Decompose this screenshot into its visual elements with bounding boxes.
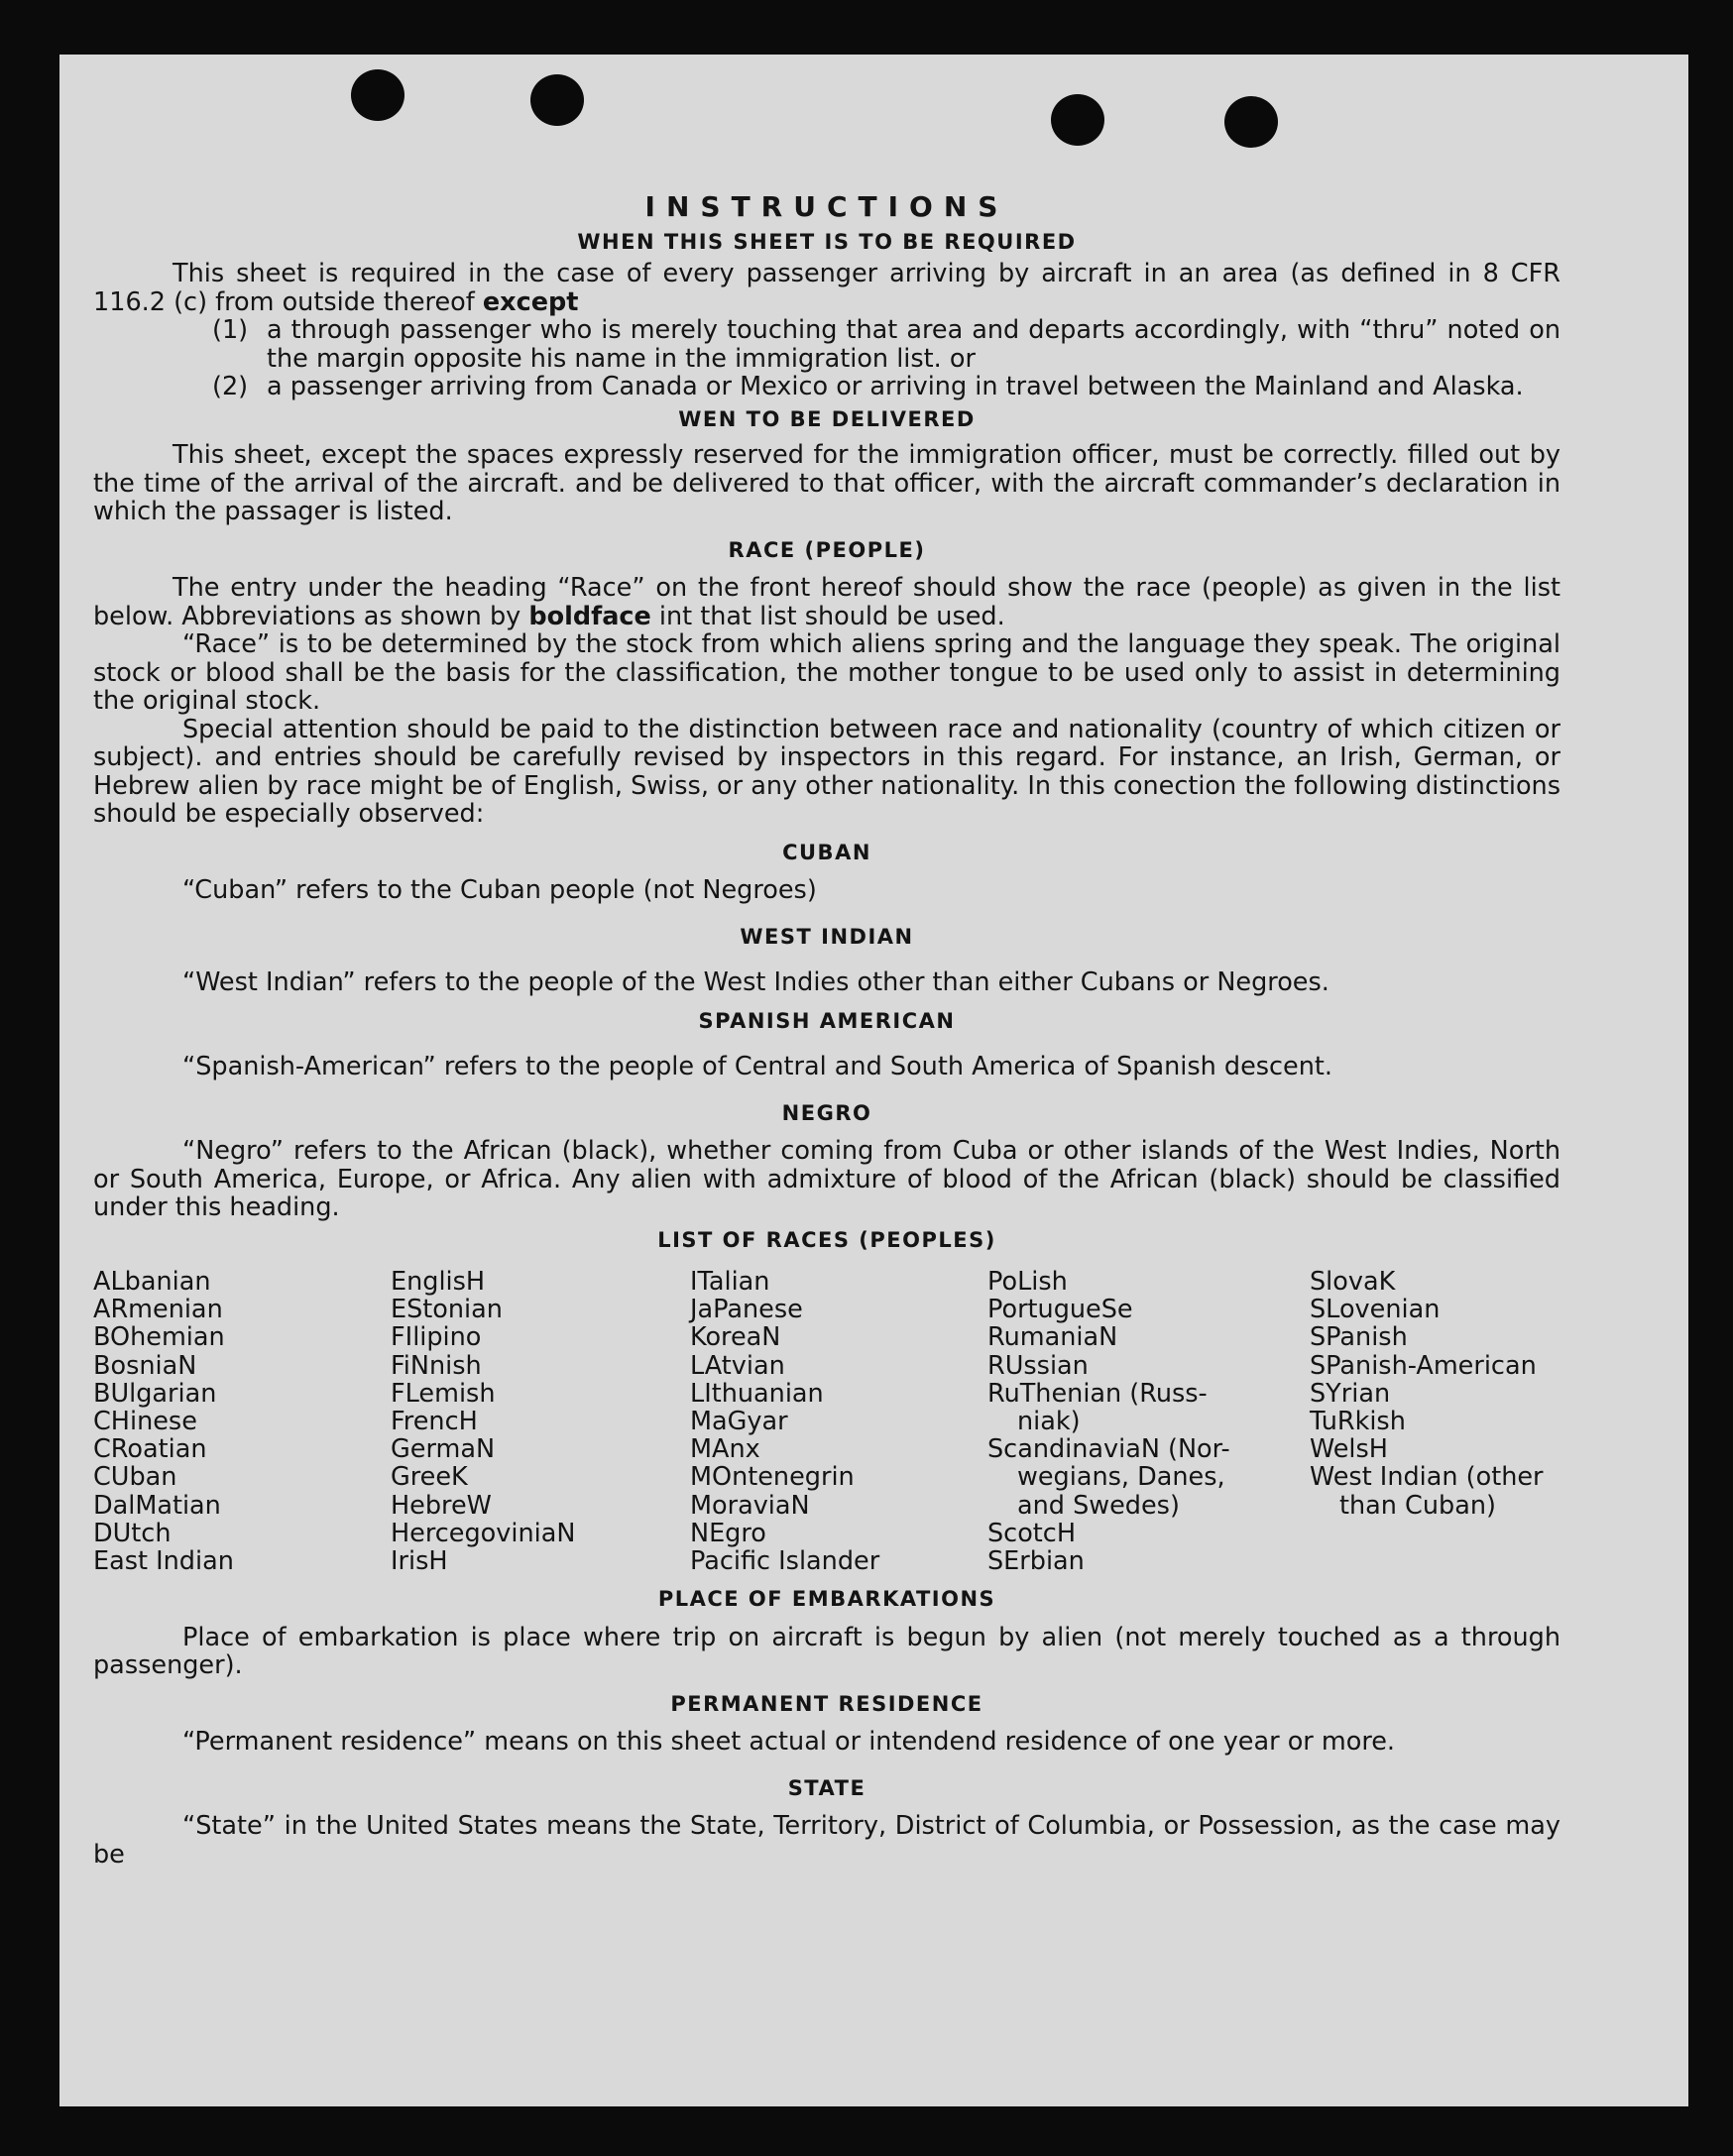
race-name: Pacific Islander	[690, 1546, 880, 1577]
race-name: PortugueSe	[987, 1295, 1133, 1325]
race-name: ARmenian	[93, 1295, 223, 1325]
punch-hole	[1051, 94, 1104, 146]
race-paragraph-3: Special attention should be paid to the distinction between race and nationality (country of which citizen or subject). and entries should be carefully revised by inspectors in this regard. For instance, an Irish, German, or Hebrew alien by race might be of English, Swiss, or any other nationality. In this conection the following distinctions should be especially observed:	[93, 714, 1560, 829]
race-name: MOntenegrin	[690, 1462, 855, 1493]
race-name-continued: than Cuban)	[1339, 1490, 1496, 1521]
exception-item	[93, 373, 1560, 401]
race-name-continued: and Swedes)	[1017, 1490, 1180, 1521]
race-name: GreeK	[391, 1462, 468, 1493]
races-column	[1310, 1268, 1567, 1575]
section-heading-spanish-american: SPANISH AMERICAN	[698, 1008, 956, 1033]
races-column	[987, 1268, 1310, 1575]
race-name: SlovaK	[1310, 1267, 1396, 1297]
exception-item	[93, 316, 1560, 373]
race-name: CRoatian	[93, 1434, 207, 1465]
race-name: East Indian	[93, 1546, 234, 1577]
race-name-continued: niak)	[1017, 1407, 1081, 1437]
instructions-body	[93, 190, 1560, 1870]
exception-text: a passenger arriving from Canada or Mexico or arriving in travel between the Mainland and Alaska.	[267, 372, 1524, 401]
when-required-intro-text: This sheet is required in the case of every passenger arriving by aircraft in an area (as defined in 8 CFR 116.2 (c) from outside thereof	[93, 259, 1560, 317]
state-text: “State” in the United States means the State, Territory, District of Columbia, or Possession, as the case may be	[93, 1811, 1560, 1870]
residence-text: “Permanent residence” means on this sheet actual or intendend residence of one year or more.	[182, 1727, 1396, 1758]
race-name: SErbian	[987, 1546, 1085, 1577]
page-title: INSTRUCTIONS	[644, 190, 1009, 223]
races-column	[93, 1268, 391, 1575]
race-paragraph-1	[93, 574, 1560, 630]
race-name: West Indian (other	[1310, 1462, 1544, 1493]
race-name: LAtvian	[690, 1350, 785, 1381]
races-list	[93, 1268, 1560, 1575]
race-name: HercegoviniaN	[391, 1518, 576, 1548]
race-name: RUssian	[987, 1350, 1089, 1381]
cuban-text: “Cuban” refers to the Cuban people (not Negroes)	[182, 875, 817, 905]
section-heading-state: STATE	[787, 1775, 866, 1800]
when-required-intro	[93, 260, 1560, 316]
section-heading-delivered: WEN TO BE DELIVERED	[678, 406, 976, 431]
section-heading-residence: PERMANENT RESIDENCE	[670, 1691, 983, 1716]
race-name: SPanish	[1310, 1322, 1408, 1353]
except-bold: except	[482, 286, 579, 317]
race-name-continued: wegians, Danes,	[1017, 1462, 1225, 1493]
race-name: NEgro	[690, 1518, 766, 1548]
race-name: FIlipino	[391, 1322, 482, 1353]
race-name: LIthuanian	[690, 1378, 824, 1409]
punch-hole	[1224, 96, 1278, 148]
race-name: SLovenian	[1310, 1295, 1441, 1325]
race-name: CUban	[93, 1462, 177, 1493]
exception-number: (2)	[212, 372, 249, 401]
section-heading-negro: NEGRO	[781, 1100, 872, 1125]
race-name: BUlgarian	[93, 1378, 217, 1409]
delivered-text: This sheet, except the spaces expressly reserved for the immigration officer, must be correctly. filled out by the time of the arrival of the aircraft. and be delivered to that officer, with the aircraft commander’s declaration in which the passager is listed.	[93, 440, 1560, 526]
race-name: FLemish	[391, 1378, 496, 1409]
races-column	[391, 1268, 690, 1575]
race-name: ITalian	[690, 1267, 770, 1297]
race-name: FrencH	[391, 1407, 478, 1437]
race-name: HebreW	[391, 1490, 492, 1521]
race-name: EStonian	[391, 1295, 503, 1325]
race-name: KoreaN	[690, 1322, 781, 1353]
race-name: ScotcH	[987, 1518, 1077, 1548]
race-paragraph-2: “Race” is to be determined by the stock from which aliens spring and the language they speak. The original stock or blood shall be the basis for the classification, the mother tongue to be used only to assist in determining the original stock.	[93, 629, 1560, 716]
race-name: IrisH	[391, 1546, 448, 1577]
race-name: MaGyar	[690, 1407, 788, 1437]
race-name: BosniaN	[93, 1350, 197, 1381]
punch-hole	[351, 69, 404, 121]
section-heading-cuban: CUBAN	[782, 840, 871, 864]
race-name: RuThenian (Russ-	[987, 1378, 1208, 1409]
race-name: BOhemian	[93, 1322, 225, 1353]
section-heading-when-required: WHEN THIS SHEET IS TO BE REQUIRED	[577, 229, 1077, 254]
race-name: MoraviaN	[690, 1490, 810, 1521]
race-name: PoLish	[987, 1267, 1068, 1297]
race-name: JaPanese	[690, 1295, 803, 1325]
punch-hole	[530, 74, 584, 126]
west-indian-text: “West Indian” refers to the people of the West Indies other than either Cubans or Negroes.	[182, 967, 1329, 997]
race-name: SYrian	[1310, 1378, 1391, 1409]
section-heading-west-indian: WEST INDIAN	[740, 924, 914, 949]
section-heading-embarkation: PLACE OF EMBARKATIONS	[657, 1587, 996, 1612]
race-name: CHinese	[93, 1407, 197, 1437]
race-name: SPanish-American	[1310, 1350, 1537, 1381]
race-name: ALbanian	[93, 1267, 211, 1297]
races-column	[690, 1268, 987, 1575]
race-name: ScandinaviaN (Nor-	[987, 1434, 1230, 1465]
race-name: EnglisH	[391, 1267, 486, 1297]
spanish-american-text: “Spanish-American” refers to the people of Central and South America of Spanish descent.	[182, 1052, 1333, 1081]
race-p1-text-b: int that list should be used.	[650, 601, 1005, 631]
race-name: MAnx	[690, 1434, 760, 1465]
race-name: FiNnish	[391, 1350, 482, 1381]
race-name: DalMatian	[93, 1490, 221, 1521]
document-page	[59, 55, 1688, 2106]
race-name: TuRkish	[1310, 1407, 1406, 1437]
negro-text: “Negro” refers to the African (black), whether coming from Cuba or other islands of the West Indies, North or South America, Europe, or Africa. Any alien with admixture of blood of the African (black) should be classified under this heading.	[93, 1136, 1560, 1222]
boldface-word: boldface	[528, 601, 651, 631]
section-heading-race: RACE (PEOPLE)	[728, 537, 926, 562]
race-name: WelsH	[1310, 1434, 1388, 1465]
race-p1-text-a: The entry under the heading “Race” on the front hereof should show the race (people) as given in the list below. Abbreviations as shown by	[93, 573, 1560, 631]
embarkation-text: Place of embarkation is place where trip on aircraft is begun by alien (not merely touched as a through passenger).	[93, 1622, 1560, 1681]
race-name: RumaniaN	[987, 1322, 1118, 1353]
exception-number: (1)	[212, 315, 249, 345]
race-name: DUtch	[93, 1518, 172, 1548]
race-name: GermaN	[391, 1434, 496, 1465]
section-heading-list-of-races: LIST OF RACES (PEOPLES)	[657, 1227, 996, 1252]
exception-text: a through passenger who is merely touching that area and departs accordingly, with “thru” noted on the margin opposite his name in the immigration list. or	[267, 315, 1560, 374]
